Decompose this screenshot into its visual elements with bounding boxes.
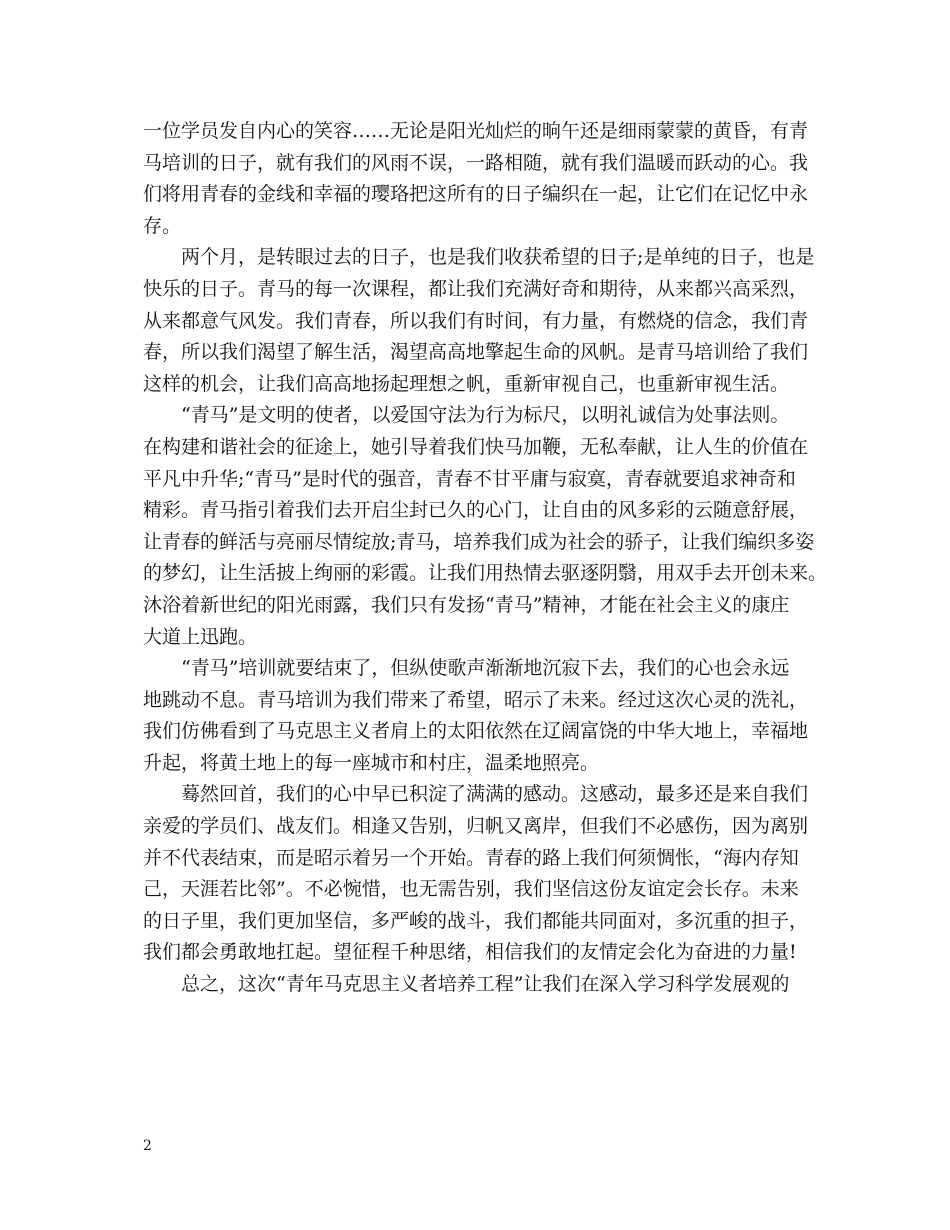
text-line: 的日子里，我们更加坚信，多严峻的战斗，我们都能共同面对，多沉重的担子， <box>143 909 809 932</box>
body-text <box>143 116 828 1001</box>
text-line: 亲爱的学员们、战友们。相逢又告别，归帆又离岸，但我们不必感伤，因为离别 <box>143 815 809 838</box>
text-line: 存。 <box>143 214 182 237</box>
text-line: 总之，这次“青年马克思主义者培养工程”让我们在深入学习科学发展观的 <box>143 973 790 996</box>
text-line: 在构建和谐社会的征途上，她引导着我们快马加鞭，无私奉献，让人生的价值在 <box>143 435 809 458</box>
text-line: 这样的机会，让我们高高地扬起理想之帆，重新审视自己，也重新审视生活。 <box>143 372 790 395</box>
text-line: 让青春的鲜活与亮丽尽情绽放;青马，培养我们成为社会的骄子，让我们编织多姿 <box>143 530 815 553</box>
text-line: 我们仿佛看到了马克思主义者肩上的太阳依然在辽阔富饶的中华大地上，幸福地 <box>143 720 809 743</box>
text-line: 马培训的日子，就有我们的风雨不误，一路相随，就有我们温暖而跃动的心。我 <box>143 151 809 174</box>
text-line: 并不代表结束，而是昭示着另一个开始。青春的路上我们何须惆怅，“海内存知 <box>143 846 799 869</box>
text-line: 的梦幻，让生活披上绚丽的彩霞。让我们用热情去驱逐阴翳，用双手去开创未来。 <box>143 562 828 585</box>
page-number: 2 <box>143 1138 152 1154</box>
text-line: “青马”是文明的使者，以爱国守法为行为标尺，以明礼诚信为处事法则。 <box>143 404 790 427</box>
text-line: 一位学员发自内心的笑容……无论是阳光灿烂的晌午还是细雨蒙蒙的黄昏，有青 <box>143 120 809 142</box>
text-line: 两个月，是转眼过去的日子，也是我们收获希望的日子;是单纯的日子，也是 <box>143 246 815 269</box>
text-line: 沐浴着新世纪的阳光雨露，我们只有发扬“青马”精神，才能在社会主义的康庄 <box>143 593 790 616</box>
text-line: 蓦然回首，我们的心中早已积淀了满满的感动。这感动，最多还是来自我们 <box>143 783 809 806</box>
text-line: 我们都会勇敢地扛起。望征程千种思绪，相信我们的友情定会化为奋进的力量! <box>143 941 797 964</box>
text-line: 快乐的日子。青马的每一次课程，都让我们充满好奇和期待，从来都兴高采烈， <box>143 277 809 300</box>
text-line: 从来都意气风发。我们青春，所以我们有时间，有力量，有燃烧的信念，我们青 <box>143 309 809 332</box>
text-line: “青马”培训就要结束了，但纵使歌声渐渐地沉寂下去，我们的心也会永远 <box>143 657 790 680</box>
text-line: 升起，将黄土地上的每一座城市和村庄，温柔地照亮。 <box>143 751 600 774</box>
text-line: 平凡中升华;“青马”是时代的强音，青春不甘平庸与寂寞，青春就要追求神奇和 <box>143 467 796 490</box>
text-line: 大道上迅跑。 <box>143 625 258 648</box>
text-line: 己，天涯若比邻”。不必惋惜，也无需告别，我们坚信这份友谊定会长存。未来 <box>143 878 799 901</box>
text-line: 精彩。青马指引着我们去开启尘封已久的心门，让自由的风多彩的云随意舒展， <box>143 499 809 522</box>
text-line: 地跳动不息。青马培训为我们带来了希望，昭示了未来。经过这次心灵的洗礼， <box>143 688 809 711</box>
text-line: 们将用青春的金线和幸福的璎珞把这所有的日子编织在一起，让它们在记忆中永 <box>143 183 809 206</box>
text-line: 春，所以我们渴望了解生活，渴望高高地擎起生命的风帆。是青马培训给了我们 <box>143 341 809 364</box>
